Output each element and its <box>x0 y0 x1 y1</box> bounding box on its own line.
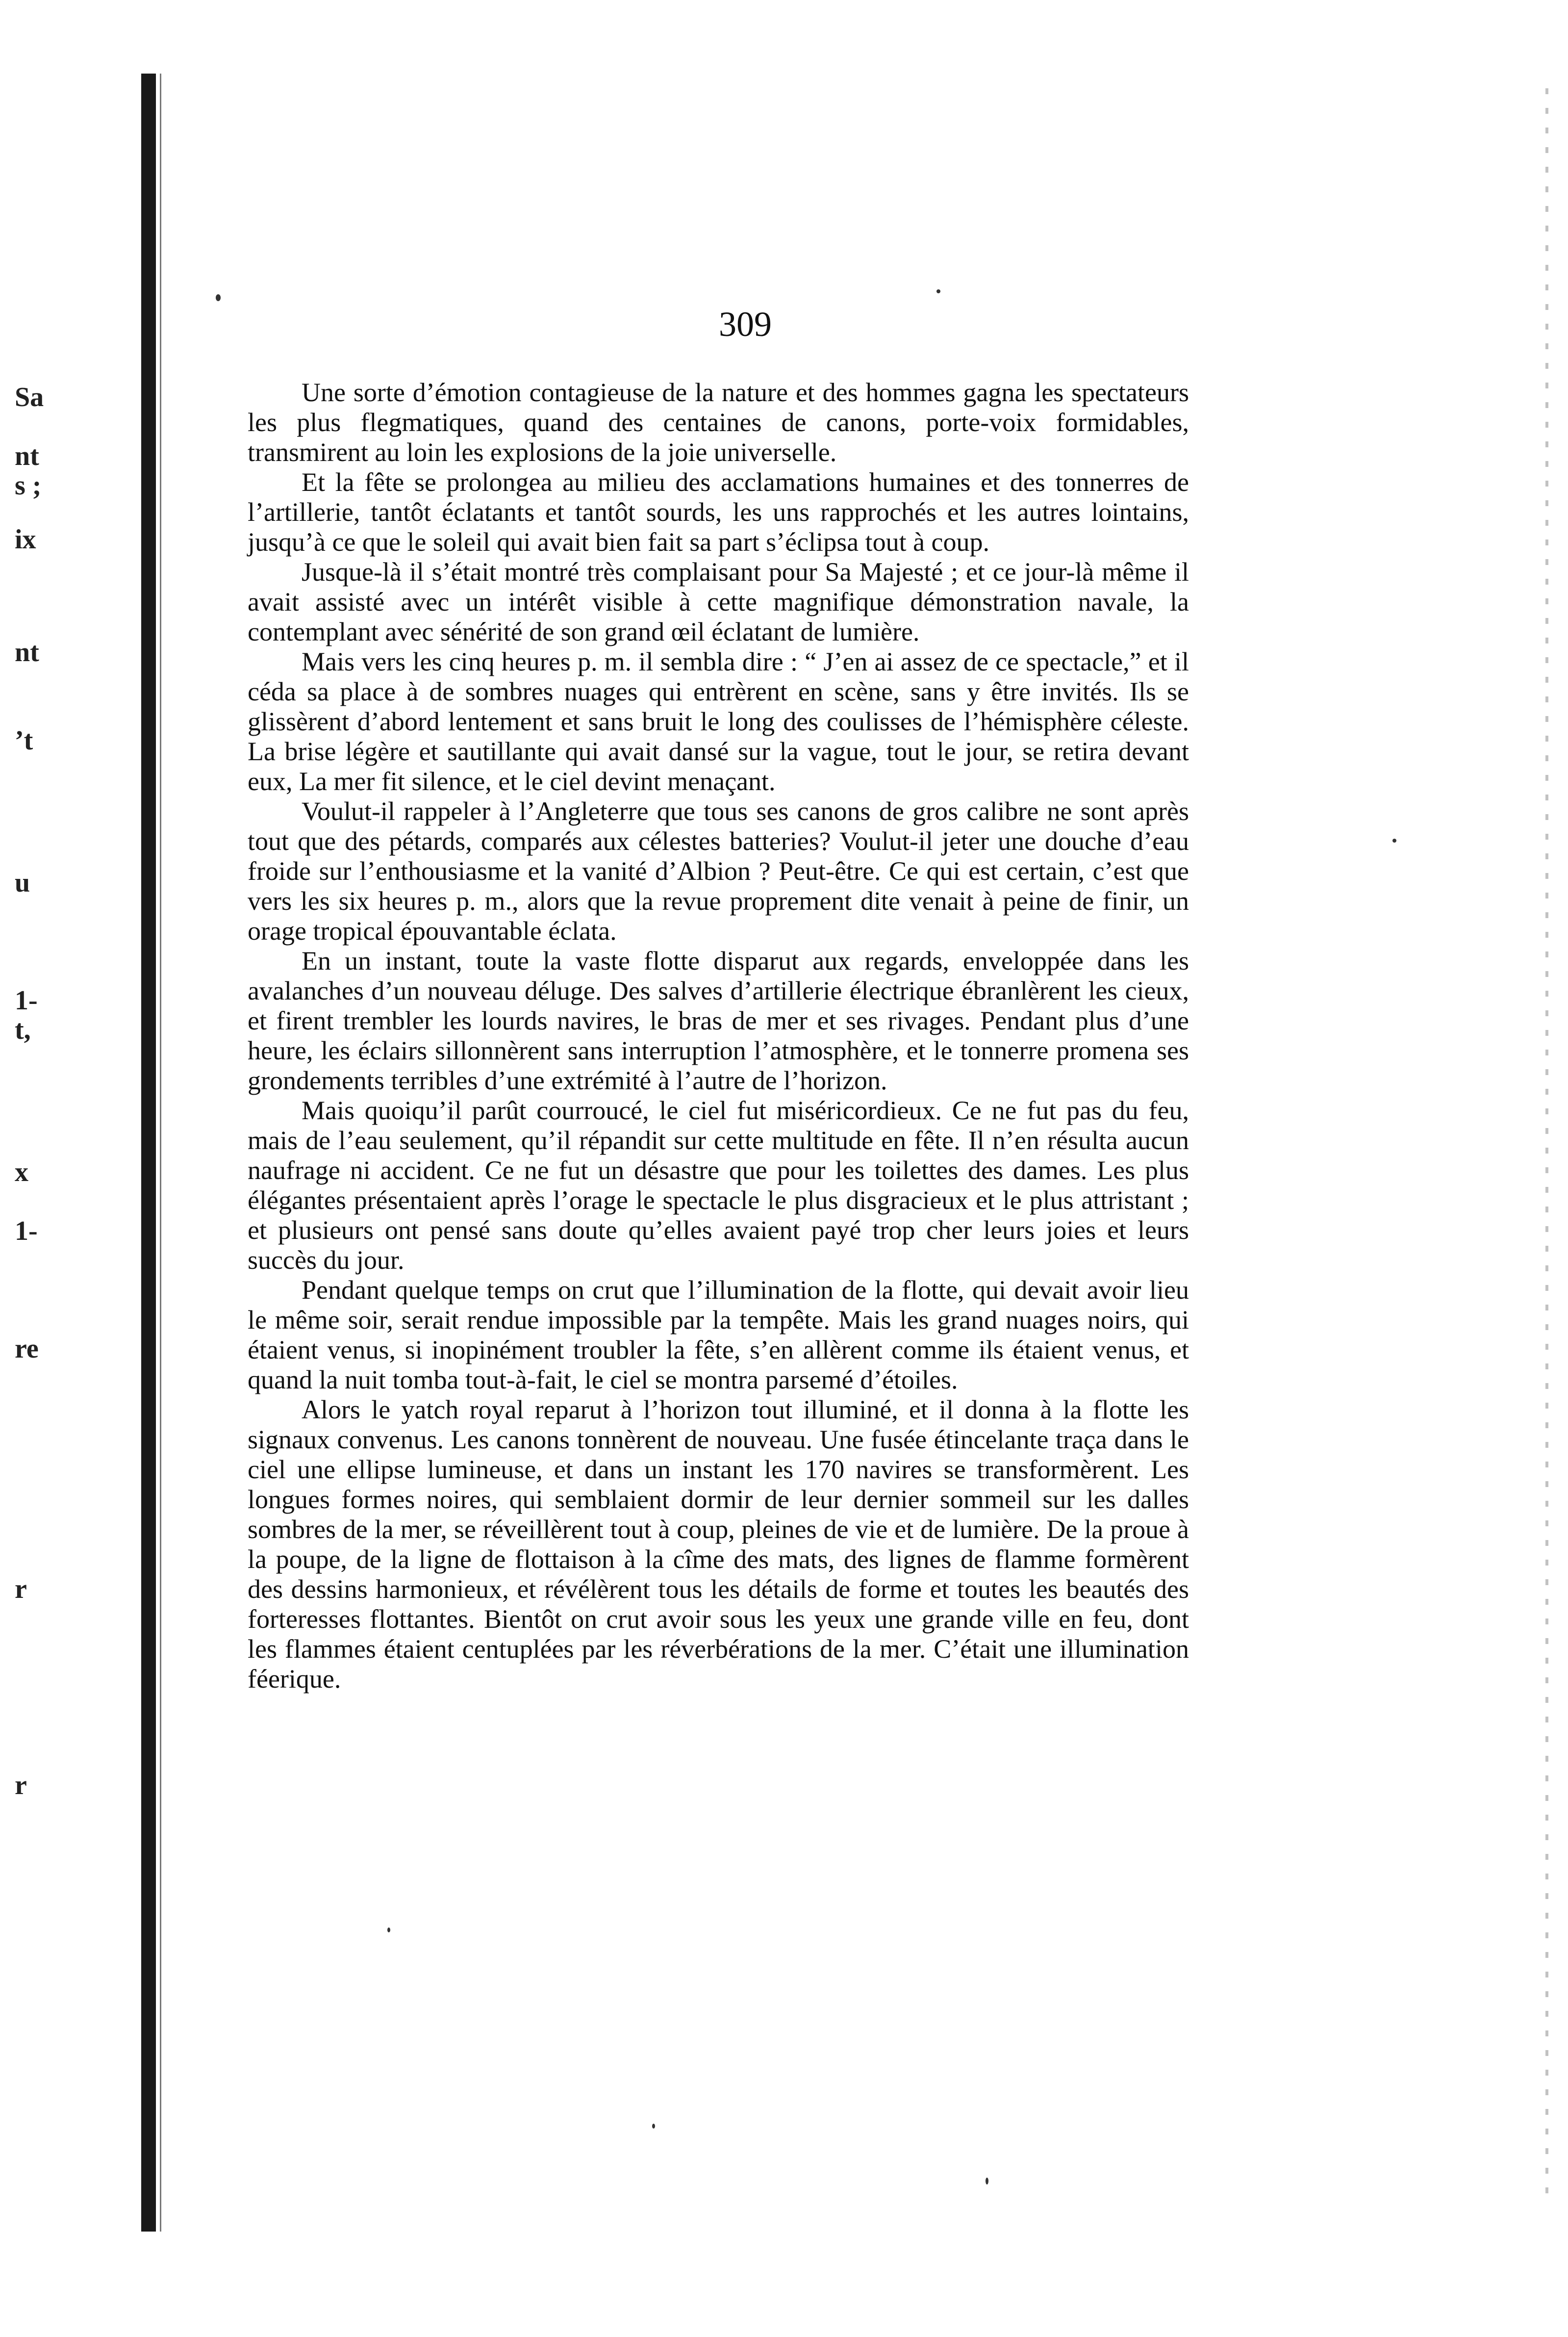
binding-shadow-line <box>160 74 161 2232</box>
scan-speck <box>652 2124 655 2129</box>
scan-speck <box>216 294 221 301</box>
margin-fragment: nt <box>15 441 39 471</box>
paragraph: En un instant, toute la vaste flotte disparut aux regards, enveloppée dans les avalanches d’un nouveau déluge. Des salves d’artillerie électrique ébranlèrent les cieux, et firent trembler les lourds navires, le bras de mer et ses rivages. Pendant plus d’une heure, les éclairs sillonnèrent sans interruption l’atmosphère, et le tonnerre promena ses grondements terribles d’une extrémité à l’autre de l’horizon. <box>248 946 1189 1095</box>
margin-fragment: 1- <box>15 1216 38 1246</box>
paragraph: Une sorte d’émotion contagieuse de la nature et des hommes gagna les spectateurs les plus flegmatiques, quand des centaines de canons, porte-voix formidables, transmirent au loin les explosions de la joie universelle. <box>248 378 1189 467</box>
margin-fragment: r <box>15 1574 27 1604</box>
paragraph: Mais quoiqu’il parût courroucé, le ciel fut miséricordieux. Ce ne fut pas du feu, mais de l’eau seulement, qu’il répandit sur cette multitude en fête. Il n’en résulta aucun naufrage ni accident. Ce ne fut un désastre que pour les toilettes des dames. Les plus élégantes présentaient après l’orage le spectacle le plus disgracieux et le plus attristant ; et plusieurs ont pensé sans doute qu’elles avaient payé trop cher leurs joies et leurs succès du jour. <box>248 1096 1189 1275</box>
paragraph: Alors le yatch royal reparut à l’horizon tout illuminé, et il donna à la flotte les signaux convenus. Les canons tonnèrent de nouveau. Une fusée étincelante traça dans le ciel une ellipse lumineuse, et dans un instant les 170 navires se transformèrent. Les longues formes noires, qui semblaient dormir de leur dernier sommeil sur les dalles sombres de la mer, se réveillèrent tout à coup, pleines de vie et de lumière. De la proue à la poupe, de la ligne de flottaison à la cîme des mats, des lignes de flamme formèrent des dessins harmonieux, et révélèrent tous les détails de forme et toutes les beautés des forteresses flottantes. Bientôt on crut avoir sous les yeux une grande ville en feu, dont les flammes étaient centuplées par les réverbérations de la mer. C’était une illumination féerique. <box>248 1395 1189 1694</box>
margin-fragment: Sa <box>15 382 44 412</box>
margin-fragment: s ; <box>15 470 42 501</box>
margin-fragment: t, <box>15 1015 31 1045</box>
scan-speck <box>1392 839 1396 843</box>
margin-fragment: ’t <box>15 725 33 756</box>
paragraph: Mais vers les cinq heures p. m. il sembla dire : “ J’en ai assez de ce spectacle,” et il céda sa place à de sombres nuages qui entrèrent en scène, sans y être invités. Ils se glissèrent d’abord lentement et sans bruit le long des coulisses de l’hémisphère céleste. La brise légère et sautillante qui avait dansé sur la vague, tout le jour, se retira devant eux, La mer fit silence, et le ciel devint menaçant. <box>248 647 1189 796</box>
scan-speck <box>936 289 940 293</box>
paragraph: Et la fête se prolongea au milieu des acclamations humaines et des tonnerres de l’artillerie, tantôt éclatants et tantôt sourds, les uns rapprochés et les autres lointains, jusqu’à ce que le soleil qui avait bien fait sa part s’éclipsa tout à coup. <box>248 467 1189 557</box>
paragraph: Jusque-là il s’était montré très complaisant pour Sa Majesté ; et ce jour-là même il avait assisté avec un intérêt visible à cette magnifique démonstration navale, la contemplant avec sénérité de son grand œil éclatant de lumière. <box>248 557 1189 646</box>
margin-fragment: nt <box>15 637 39 668</box>
paragraph: Voulut-il rappeler à l’Angleterre que tous ses canons de gros calibre ne sont après tout que des pétards, comparés aux célestes batteries? Voulut-il jeter une douche d’eau froide sur l’enthousiasme et la vanité d’Albion ? Peut-être. Ce qui est certain, c’est que vers les six heures p. m., alors que la revue proprement dite venait à peine de finir, un orage tropical épouvantable éclata. <box>248 796 1189 946</box>
scan-speck <box>387 1927 390 1932</box>
right-page-edge <box>1545 88 1548 2197</box>
margin-fragment: ix <box>15 524 36 555</box>
margin-fragment: x <box>15 1157 28 1187</box>
margin-fragment: 1- <box>15 985 38 1016</box>
scan-speck <box>986 2178 988 2184</box>
paragraph: Pendant quelque temps on crut que l’illumination de la flotte, qui devait avoir lieu le même soir, serait rendue impossible par la tempête. Mais les grand nuages noirs, qui étaient venus, si inopinément troubler la fête, s’en allèrent comme ils étaient venus, et quand la nuit tomba tout-à-fait, le ciel se montra parsemé d’étoiles. <box>248 1275 1189 1394</box>
binding-edge <box>141 74 156 2232</box>
margin-fragment: re <box>15 1334 39 1364</box>
page-text <box>248 378 1189 1694</box>
margin-fragment: u <box>15 868 30 898</box>
margin-fragment: r <box>15 1770 27 1800</box>
page-number: 309 <box>719 305 772 344</box>
